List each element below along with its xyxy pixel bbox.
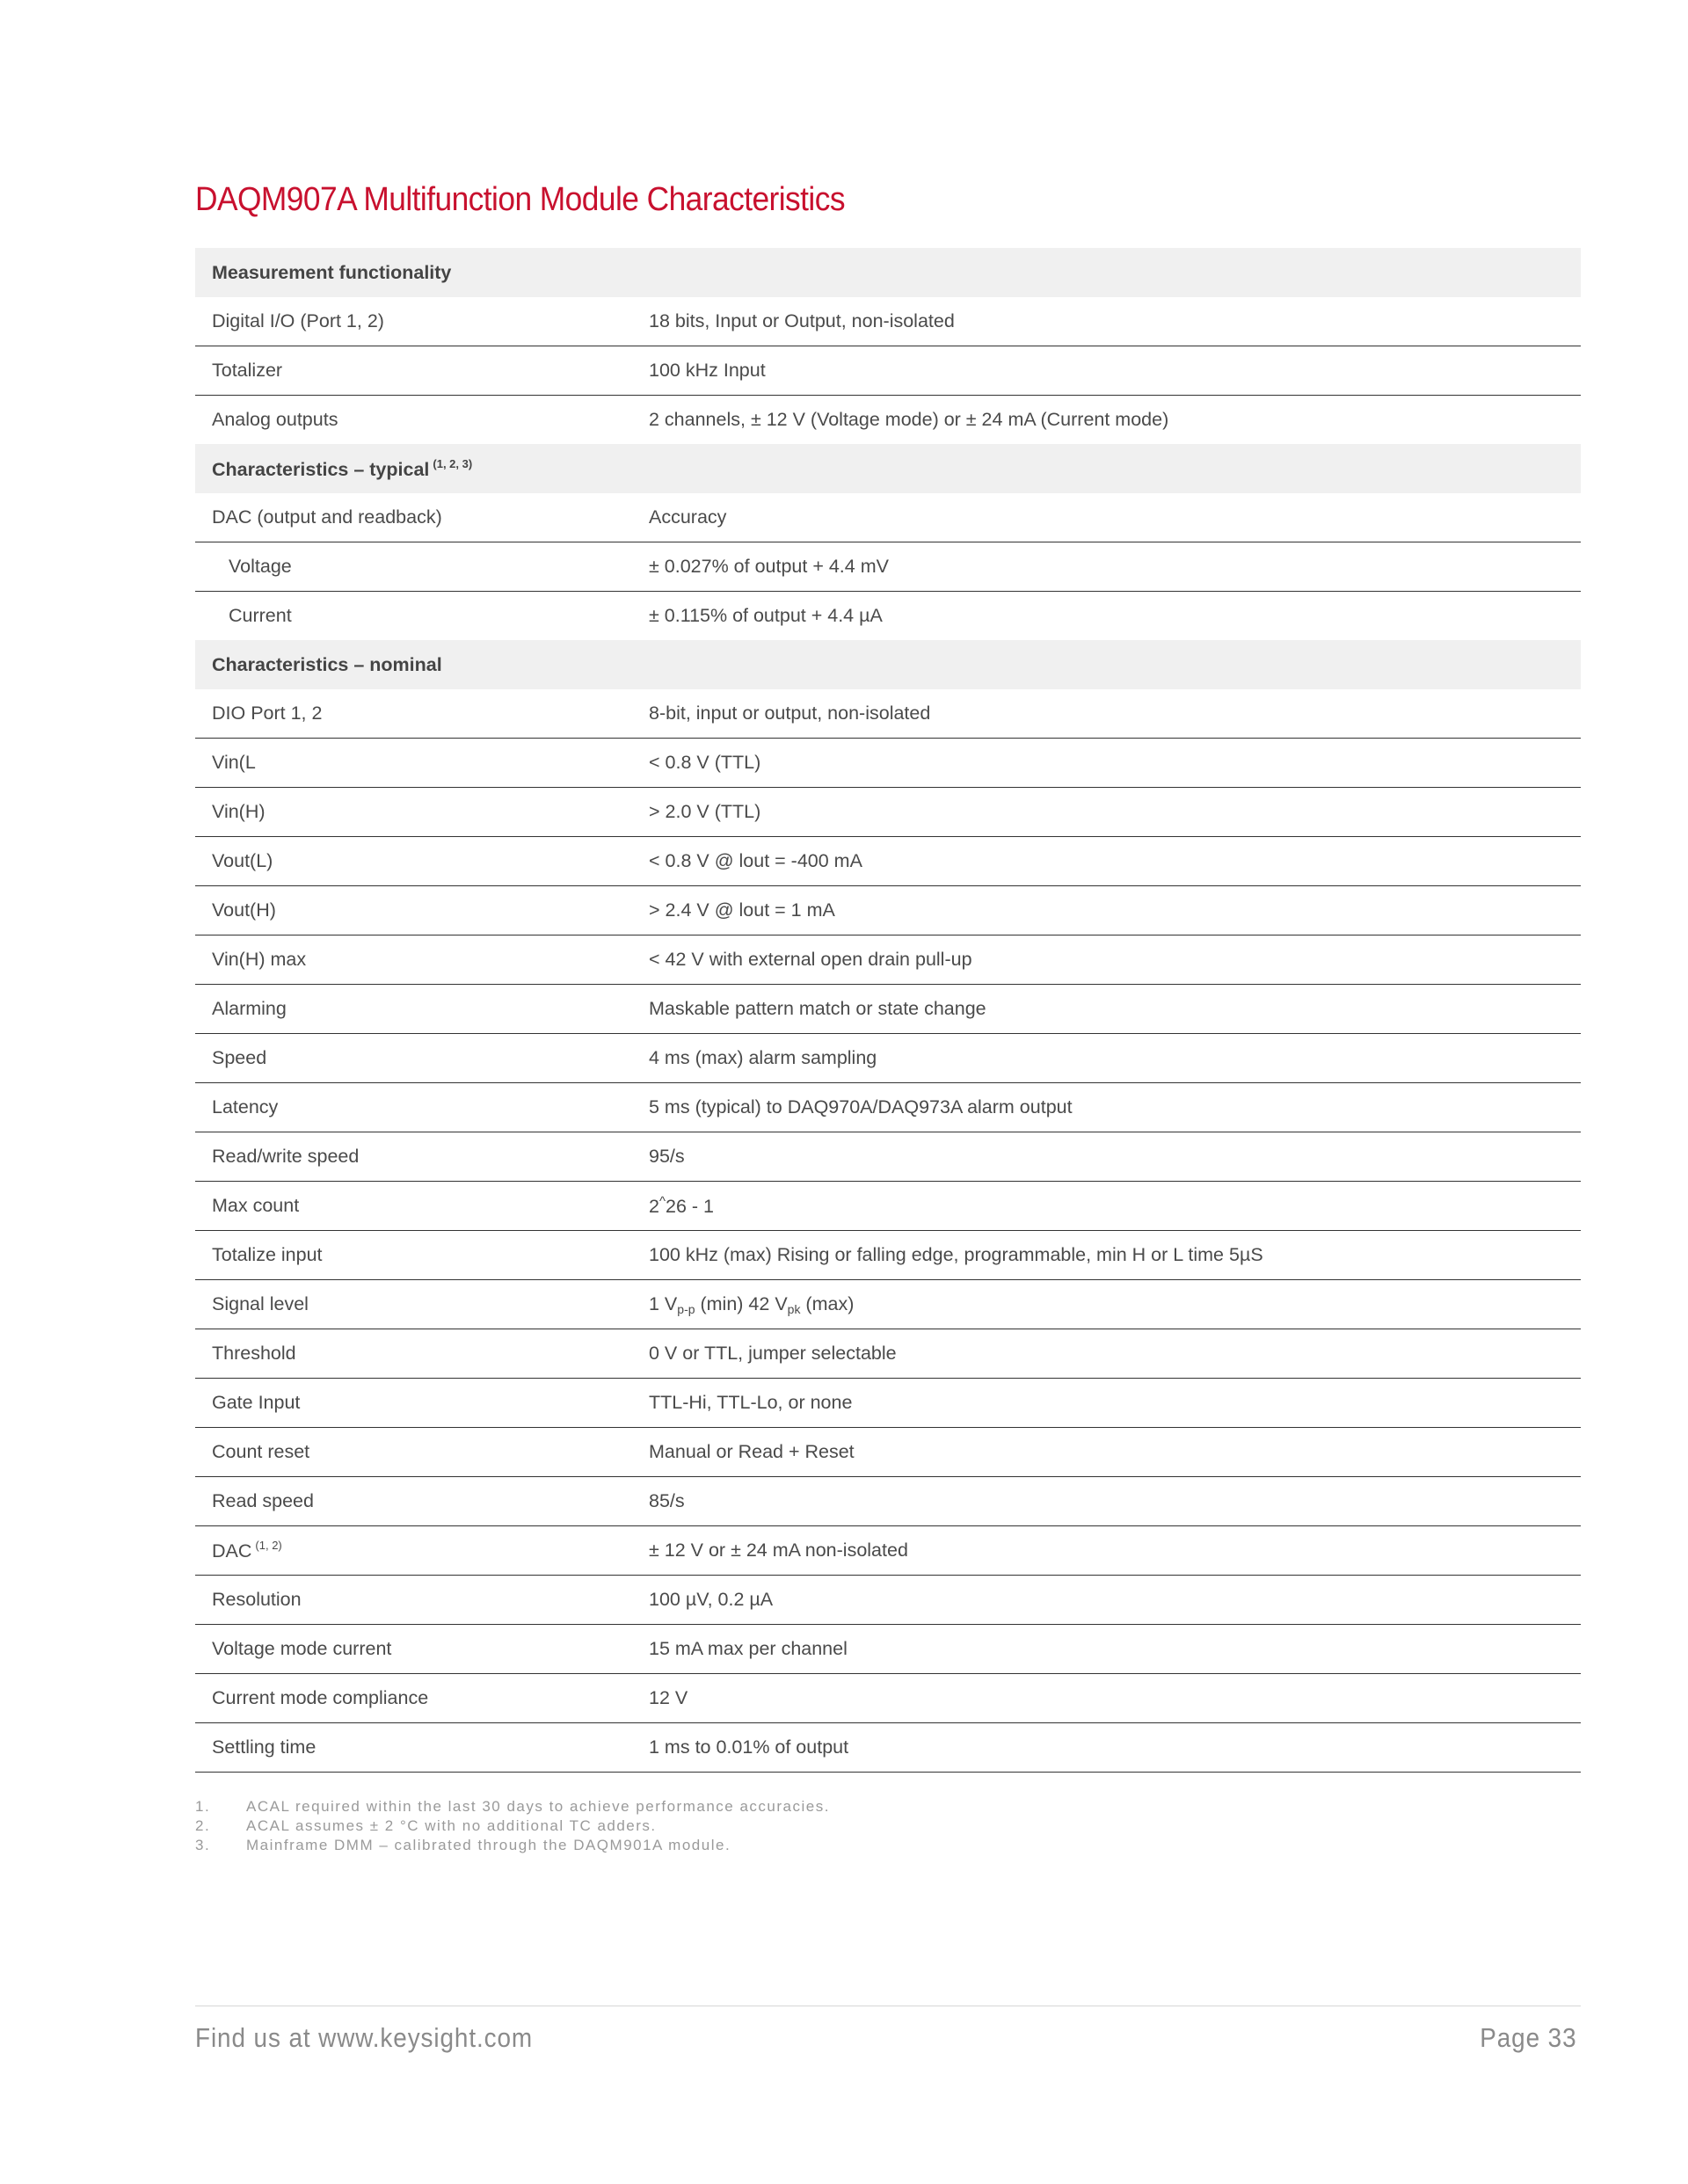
row-value: 2 channels, ± 12 V (Voltage mode) or ± 24 mA (Current mode)	[649, 409, 1169, 430]
row-label: Signal level	[195, 1280, 632, 1329]
row-label: Alarming	[195, 985, 632, 1034]
row-label: Current	[229, 605, 292, 626]
row-value: ± 12 V or ± 24 mA non-isolated	[632, 1526, 1581, 1576]
page-number: Page 33	[1479, 2022, 1576, 2053]
row-label: Count reset	[195, 1428, 632, 1477]
section-header-measurement	[195, 248, 1581, 297]
row-value: 18 bits, Input or Output, non-isolated	[632, 297, 1581, 346]
row-label: Vout(H)	[195, 886, 632, 935]
row-label: DAC (output and readback)	[195, 493, 632, 542]
table-row	[195, 1329, 1581, 1379]
row-value: 12 V	[632, 1674, 1581, 1723]
row-value: 100 kHz Input	[632, 346, 1581, 396]
table-row	[195, 689, 1581, 739]
row-value: ± 0.027% of output + 4.4 mV	[632, 542, 1581, 592]
row-label: Analog outputs	[212, 409, 338, 430]
value-base: 2	[649, 1196, 659, 1217]
table-row	[195, 1576, 1581, 1625]
footnote-text: Mainframe DMM – calibrated through the DAQM901A module.	[246, 1837, 731, 1853]
table-row	[195, 886, 1581, 935]
footer-website: Find us at www.keysight.com	[195, 2022, 534, 2053]
table-row	[195, 493, 1581, 542]
value-rest: 26 - 1	[666, 1196, 714, 1217]
table-row	[195, 1723, 1581, 1773]
row-label: Totalizer	[195, 346, 632, 396]
row-label-cell	[195, 1526, 632, 1576]
row-value: 5 ms (typical) to DAQ970A/DAQ973A alarm output	[632, 1083, 1581, 1132]
footnote	[195, 1816, 830, 1836]
row-label: Vin(H) max	[195, 935, 632, 985]
table-row	[195, 985, 1581, 1034]
row-label: Latency	[195, 1083, 632, 1132]
value-subscript: pk	[787, 1301, 801, 1316]
row-label: Read speed	[195, 1477, 632, 1526]
row-value: 95/s	[632, 1132, 1581, 1182]
row-label: Settling time	[195, 1723, 632, 1773]
table-row	[195, 396, 1581, 445]
row-label: Speed	[195, 1034, 632, 1083]
table-row	[195, 542, 1581, 592]
footnote-number: 3.	[195, 1837, 211, 1853]
section-header-label: Characteristics – nominal	[195, 640, 1581, 689]
footnote	[195, 1836, 830, 1855]
section-header-label: Characteristics – typical	[212, 458, 430, 480]
row-value: < 42 V with external open drain pull-up	[632, 935, 1581, 985]
row-value: ± 0.115% of output + 4.4 µA	[649, 605, 883, 626]
row-label: Current mode compliance	[195, 1674, 632, 1723]
table-row	[195, 1034, 1581, 1083]
row-label: DIO Port 1, 2	[195, 689, 632, 739]
value-superscript: ^	[658, 1194, 666, 1209]
footnote-ref: (1, 2)	[255, 1539, 282, 1552]
row-label: Resolution	[195, 1576, 632, 1625]
table-row	[195, 1182, 1581, 1231]
row-label: Read/write speed	[195, 1132, 632, 1182]
value-part: (min) 42 V	[695, 1292, 788, 1314]
row-label: DAC	[212, 1540, 252, 1562]
row-value: < 0.8 V @ lout = -400 mA	[632, 837, 1581, 886]
table-row	[195, 297, 1581, 346]
table-row	[195, 935, 1581, 985]
table-row	[195, 1477, 1581, 1526]
table-row	[195, 788, 1581, 837]
row-value: 85/s	[632, 1477, 1581, 1526]
row-label: Vin(H)	[195, 788, 632, 837]
value-part: (max)	[800, 1292, 855, 1314]
table-row	[195, 1083, 1581, 1132]
footnote-ref: (1, 2, 3)	[433, 456, 473, 470]
footnotes	[195, 1797, 830, 1855]
row-value: 4 ms (max) alarm sampling	[632, 1034, 1581, 1083]
table-row	[195, 1132, 1581, 1182]
row-value	[632, 1280, 1581, 1329]
row-value: > 2.4 V @ lout = 1 mA	[632, 886, 1581, 935]
table-row	[195, 1625, 1581, 1674]
section-header-label: Measurement functionality	[195, 248, 1581, 297]
row-value: 15 mA max per channel	[632, 1625, 1581, 1674]
row-label: Digital I/O (Port 1, 2)	[195, 297, 632, 346]
row-label: Gate Input	[195, 1379, 632, 1428]
footnote-number: 2.	[195, 1817, 211, 1834]
table-row	[195, 1526, 1581, 1576]
footnote-number: 1.	[195, 1798, 211, 1815]
footnote-text: ACAL required within the last 30 days to achieve performance accuracies.	[246, 1798, 830, 1815]
row-label: Max count	[195, 1182, 632, 1231]
page-title: DAQM907A Multifunction Module Characteristics	[195, 181, 845, 218]
row-value	[632, 1182, 1581, 1231]
footnote-text: ACAL assumes ± 2 °C with no additional TC adders.	[246, 1817, 657, 1834]
row-label: Vout(L)	[195, 837, 632, 886]
row-label: Voltage	[195, 542, 632, 592]
section-header-typical	[195, 444, 1581, 493]
row-label: Totalize input	[195, 1231, 632, 1280]
row-label: Threshold	[195, 1329, 632, 1379]
table-row	[195, 592, 1581, 641]
table-row	[195, 1280, 1581, 1329]
row-value: Accuracy	[632, 493, 1581, 542]
value-part: 1 V	[649, 1292, 678, 1314]
row-value: TTL-Hi, TTL-Lo, or none	[632, 1379, 1581, 1428]
row-value: 100 kHz (max) Rising or falling edge, programmable, min H or L time 5µS	[632, 1231, 1581, 1280]
row-value: 0 V or TTL, jumper selectable	[632, 1329, 1581, 1379]
footnote	[195, 1797, 830, 1816]
table-row	[195, 837, 1581, 886]
table-row	[195, 1231, 1581, 1280]
value-subscript: p-p	[677, 1301, 695, 1316]
table-row	[195, 1428, 1581, 1477]
row-label: Vin(L	[195, 739, 632, 788]
section-header-cell	[195, 444, 1581, 493]
row-value: 100 µV, 0.2 µA	[632, 1576, 1581, 1625]
row-value: 1 ms to 0.01% of output	[632, 1723, 1581, 1773]
row-value: Maskable pattern match or state change	[632, 985, 1581, 1034]
table-row	[195, 1674, 1581, 1723]
row-value: Manual or Read + Reset	[632, 1428, 1581, 1477]
table-row	[195, 1379, 1581, 1428]
table-row	[195, 739, 1581, 788]
row-label: Voltage mode current	[195, 1625, 632, 1674]
table-row	[195, 346, 1581, 396]
row-value: < 0.8 V (TTL)	[632, 739, 1581, 788]
characteristics-table	[195, 248, 1581, 1773]
section-header-nominal	[195, 640, 1581, 689]
row-value: > 2.0 V (TTL)	[632, 788, 1581, 837]
row-value: 8-bit, input or output, non-isolated	[632, 689, 1581, 739]
